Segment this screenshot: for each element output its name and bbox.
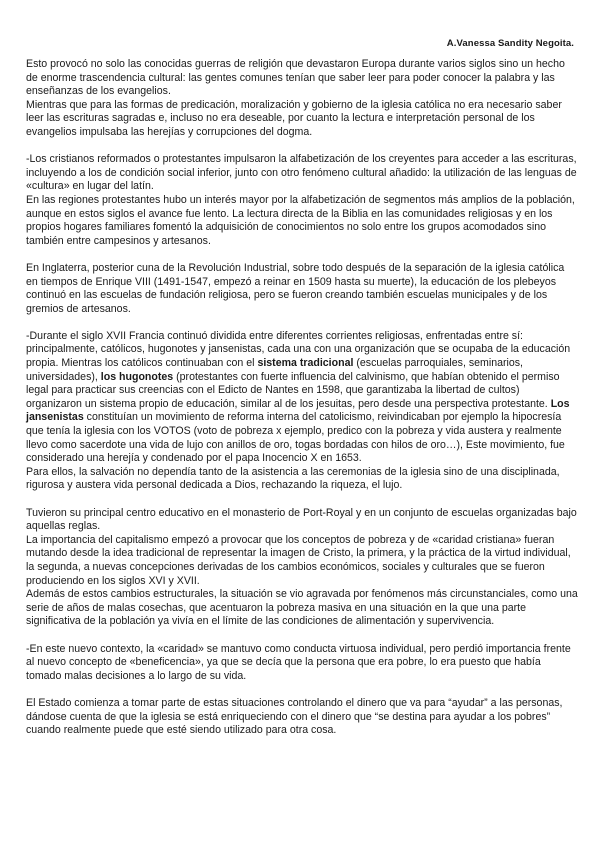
france-text-e: constituían un movimiento de reforma interna del catolicismo, reivindicaban por ejemplo la hipocresía que tenía la iglesia con los VOTOS (voto de pobreza x ejemplo, predico con la pobreza y vida austera y realmente llevo como sacerdote una vida de lujo con anillos de oro, togas bordadas con hilos de oro…), Este movimiento, fue considerado una herejía y condenado por el papa Inocencio X en 1653.	[26, 411, 565, 465]
paragraph-salvation: Para ellos, la salvación no dependía tanto de la asistencia a las ceremonias de la iglesia sino de una disciplinada, rigurosa y austera vida personal dedicada a Dios, rechazando la riqueza, el lujo.	[26, 465, 560, 492]
paragraph-wars-of-religion: Esto provocó no solo las conocidas guerras de religión que devastaron Europa durante varios siglos sino un hecho de enorme trascendencia cultural: las gentes comunes tenían que saber leer para poder conocer la palabra y las enseñanzas de los evangelios.	[26, 58, 565, 98]
france-text-a: -Durante el siglo XVII Francia continuó dividida entre diferentes corrientes religiosas, enfrentadas entre sí: principalmente, católicos, hugonotes y jansenistas, cada una con una organización que se ocupaba de la educación propia. Mientras los católicos continuaban con el	[26, 329, 571, 370]
paragraph-port-royal: Tuvieron su principal centro educativo en el monasterio de Port-Royal y en un conjunto de escuelas organizadas bajo aquellas reglas.	[26, 506, 577, 533]
paragraph-structural-changes: Además de estos cambios estructurales, la situación se vio agravada por fenómenos más circunstanciales, como una serie de años de malas cosechas, que acentuaron la pobreza masiva en una situación en la que una parte significativa de la población ya vivía en el límite de las condiciones de alimentación y supervivencia.	[26, 588, 578, 628]
paragraph-protestant-regions: En las regiones protestantes hubo un interés mayor por la alfabetización de segmentos más amplios de la población, aunque en estos siglos el avance fue lento. La lectura directa de la Biblia en las comunidades religiosas y en los propios hogares familiares fomentó la adquisición de conocimientos no solo entre los grupos acomodados sino también entre campesinos y artesanos.	[26, 193, 575, 247]
paragraph-capitalism: La importancia del capitalismo empezó a provocar que los conceptos de pobreza y de «caridad cristiana» fueran mutando desde la idea tradicional de representar la imagen de Cristo, la primera, y la práctica de la virtud individual, la segunda, a nuevas concepciones derivadas de los cambios económicos, sociales y culturales que se fueron produciendo en los siglos XVI y XVII.	[26, 533, 571, 587]
paragraph-state: El Estado comienza a tomar parte de estas situaciones controlando el dinero que va para “ayudar” a las personas, dándose cuenta de que la iglesia se está enriqueciendo con el dinero que “se destina para ayudar a los pobres” cuando realmente puede que esté siendo utilizado para otra cosa.	[26, 696, 563, 737]
term-jansenists: Los jansenistas	[26, 397, 570, 424]
paragraph-charity-beneficence: -En este nuevo contexto, la «caridad» se mantuvo como conducta virtuosa individual, pero perdió importancia frente al nuevo concepto de «beneficencia», ya que se decía que la persona que era pobre, lo era puesto que había tomado malas decisiones a lo largo de su vida.	[26, 642, 571, 682]
paragraph-france	[26, 330, 578, 466]
paragraph-catholic-church: Mientras que para las formas de predicación, moralización y gobierno de la iglesia católica no era necesario saber leer las escrituras sagradas e, incluso no era deseable, por cuanto la lectura e interpretación personal de los evangelios impulsaba las herejías y corrupciones del dogma.	[26, 98, 562, 138]
france-text-c: (escuelas parroquiales, seminarios, universidades),	[26, 357, 523, 383]
document-body	[26, 58, 578, 738]
term-traditional-system: sistema tradicional	[257, 357, 354, 370]
paragraph-england: En Inglaterra, posterior cuna de la Revolución Industrial, sobre todo después de la separación de la iglesia católica en tiempos de Enrique VIII (1491-1547, empezó a reinar en 1509 hasta su muerte), la educación de los plebeyos continuó en las escuelas de fundación religiosa, pero se fueron creando también escuelas municipales y de los gremios de artesanos.	[26, 261, 565, 315]
paragraph-protestant-literacy: -Los cristianos reformados o protestantes impulsaron la alfabetización de los creyentes para acceder a las escrituras, incluyendo a los de condición social inferior, junto con otro fenómeno cultural añadido: la utilización de las lenguas de «cultura» en lugar del latín.	[26, 153, 577, 193]
term-huguenots: los hugonotes	[100, 370, 174, 383]
author-name: A.Vanessa Sandity Negoita.	[446, 38, 574, 49]
france-text-d: (protestantes con fuerte influencia del calvinismo, que habían obtenido el permiso legal para practicar sus creencias con el Edicto de Nantes en 1598, que garantizaba la libertad de cultos) organizaron un sistema propio de educación, similar al de los jesuitas, pero desde una perspectiva protestante.	[26, 370, 560, 410]
